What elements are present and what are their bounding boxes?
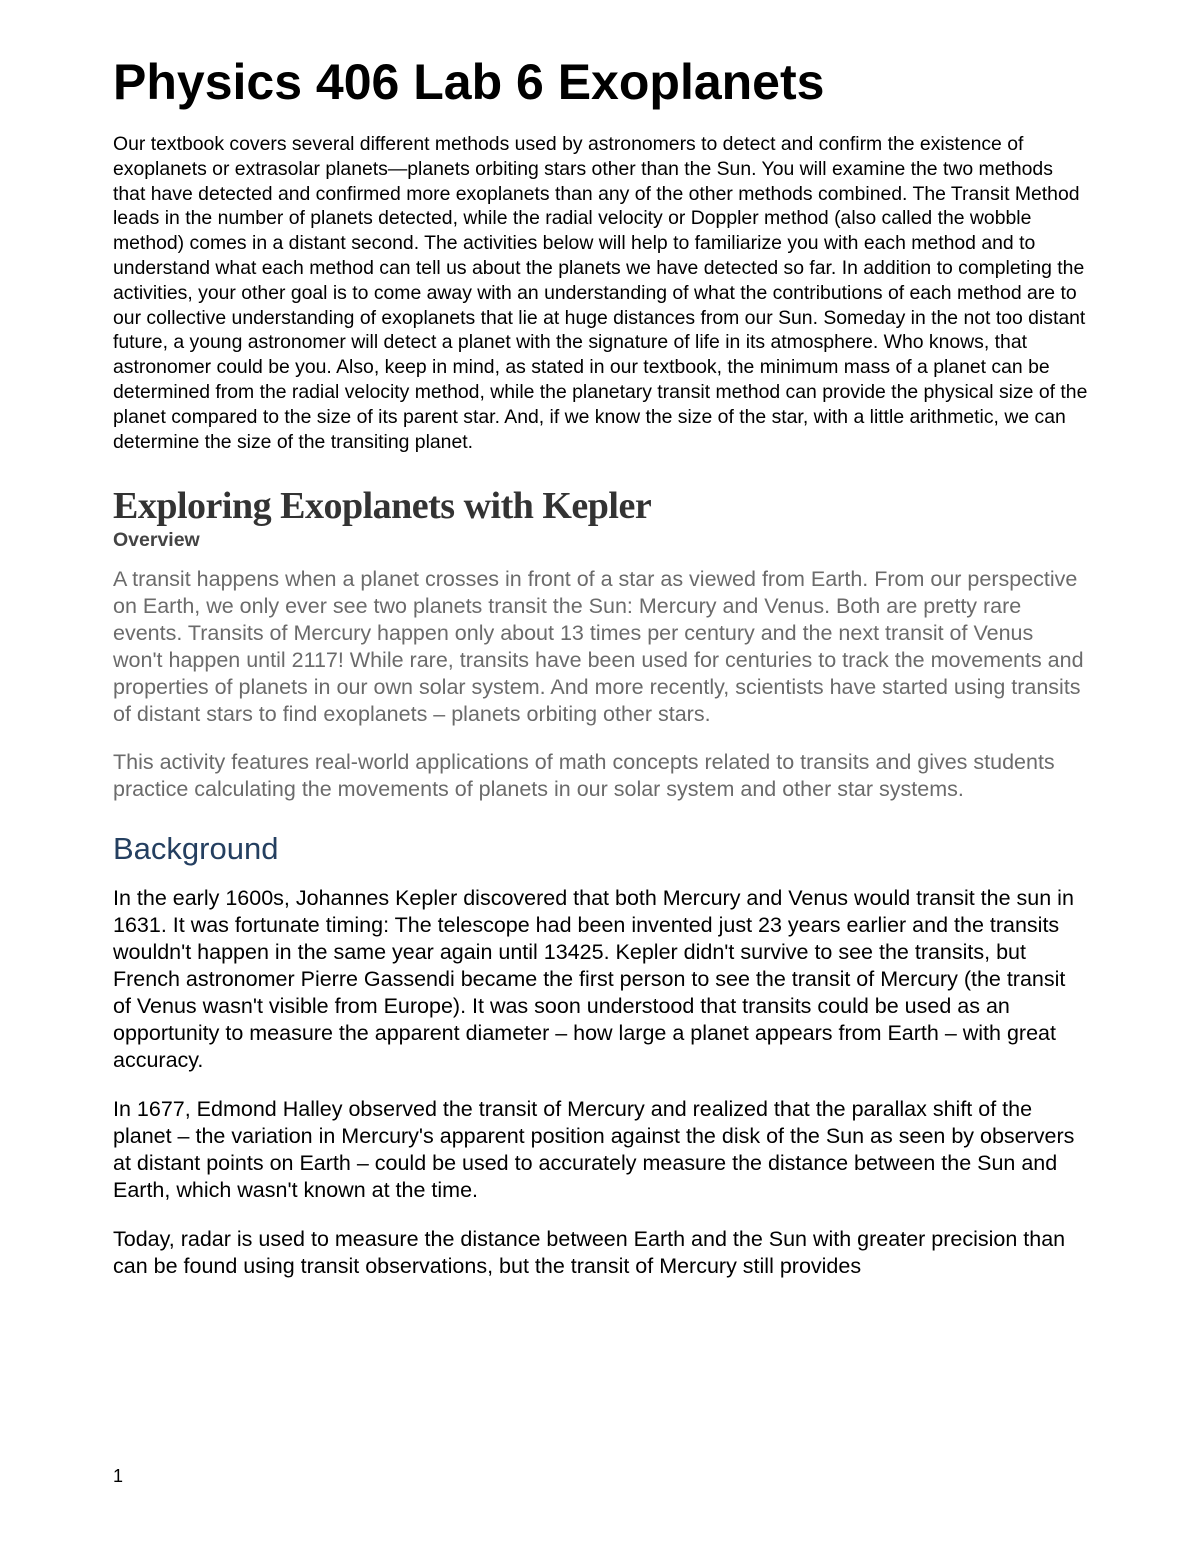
section-title: Exploring Exoplanets with Kepler (113, 485, 652, 528)
page-number: 1 (113, 1466, 124, 1486)
document-title: Physics 406 Lab 6 Exoplanets (113, 54, 825, 110)
background-paragraph: In the early 1600s, Johannes Kepler discovered that both Mercury and Venus would transit the sun in 1631. It was fortunate timing: The telescope had been invented just 23 years earlier and the transits wouldn't happen in the same year again until 13425. Kepler didn't survive to see the transits, but French astronomer Pierre Gassendi became the first person to see the transit of Mercury (the transit of Venus wasn't visible from Europe). It was soon understood that transits could be used as an opportunity to measure the apparent diameter – how large a planet appears from Earth – with great accuracy. (113, 886, 1074, 1073)
document-page (113, 52, 1088, 1302)
intro-paragraph: Our textbook covers several different methods used by astronomers to detect and confirm the existence of exoplanets or extrasolar planets—planets orbiting stars other than the Sun. You will examine the two methods that have detected and confirmed more exoplanets than any of the other methods combined. The Transit Method leads in the number of planets detected, while the radial velocity or Doppler method (also called the wobble method) comes in a distant second. The activities below will help to familiarize you with each method and to understand what each method can tell us about the planets we have detected so far. In addition to completing the activities, your other goal is to come away with an understanding of what the contributions of each method are to our collective understanding of exoplanets that lie at huge distances from our Sun. Someday in the not too distant future, a young astronomer will detect a planet with the signature of life in its atmosphere. Who knows, that astronomer could be you. Also, keep in mind, as stated in our textbook, the minimum mass of a planet can be determined from the radial velocity method, while the planetary transit method can provide the physical size of the planet compared to the size of its parent star. And, if we know the size of the star, with a little arithmetic, we can determine the size of the transiting planet. (113, 133, 1088, 453)
overview-paragraph: This activity features real-world applications of math concepts related to transits and gives students practice calculating the movements of planets in our solar system and other star systems. (113, 750, 1055, 802)
background-paragraph: Today, radar is used to measure the distance between Earth and the Sun with greater precision than can be found using transit observations, but the transit of Mercury still provides (113, 1227, 1066, 1279)
background-heading: Background (113, 831, 279, 867)
overview-paragraph: A transit happens when a planet crosses in front of a star as viewed from Earth. From our perspective on Earth, we only ever see two planets transit the Sun: Mercury and Venus. Both are pretty rare events. Transits of Mercury happen only about 13 times per century and the next transit of Venus won't happen until 2117! While rare, transits have been used for centuries to track the movements and properties of planets in our own solar system. And more recently, scientists have started using transits of distant stars to find exoplanets – planets orbiting other stars. (113, 567, 1084, 727)
overview-subheading: Overview (113, 529, 200, 552)
background-paragraph: In 1677, Edmond Halley observed the transit of Mercury and realized that the parallax shift of the planet – the variation in Mercury's apparent position against the disk of the Sun as seen by observers at distant points on Earth – could be used to accurately measure the distance between the Sun and Earth, which wasn't known at the time. (113, 1097, 1075, 1203)
